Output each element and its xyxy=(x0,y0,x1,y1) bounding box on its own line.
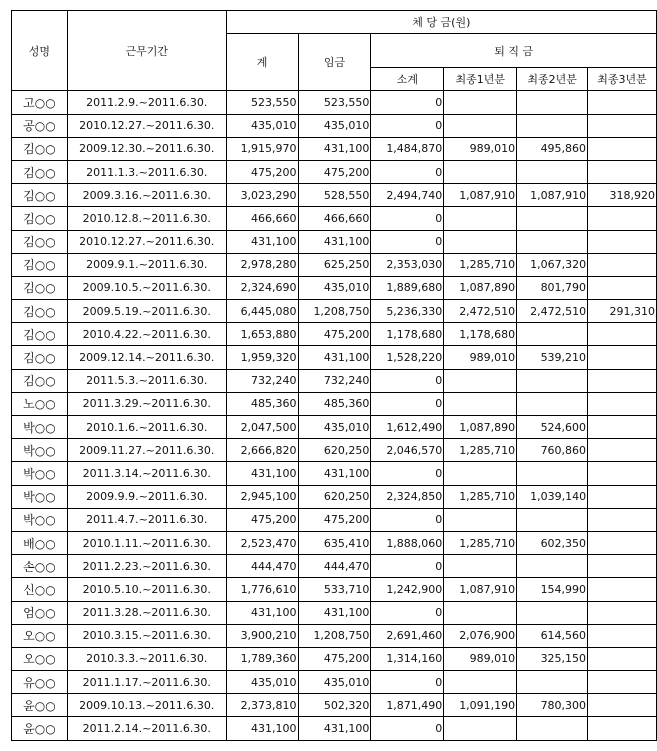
cell-total: 2,324,690 xyxy=(226,276,298,299)
table-body xyxy=(12,91,657,740)
cell-last1: 1,285,710 xyxy=(444,485,517,508)
cell-last1 xyxy=(444,601,517,624)
cell-last2 xyxy=(517,717,588,740)
header-severance: 퇴 직 금 xyxy=(371,34,657,68)
cell-total: 475,200 xyxy=(226,508,298,531)
table-row xyxy=(12,462,657,485)
cell-total: 2,945,100 xyxy=(226,485,298,508)
table-row xyxy=(12,346,657,369)
cell-last2 xyxy=(517,671,588,694)
cell-subtotal: 2,494,740 xyxy=(371,184,444,207)
cell-subtotal: 2,353,030 xyxy=(371,253,444,276)
cell-subtotal: 1,889,680 xyxy=(371,276,444,299)
cell-subtotal: 2,691,460 xyxy=(371,624,444,647)
cell-subtotal: 0 xyxy=(371,207,444,230)
cell-name: 윤○○ xyxy=(12,717,68,740)
cell-wage: 431,100 xyxy=(298,462,371,485)
cell-last1 xyxy=(444,392,517,415)
table-row xyxy=(12,508,657,531)
cell-last2 xyxy=(517,323,588,346)
cell-last2 xyxy=(517,91,588,114)
cell-last2: 602,350 xyxy=(517,531,588,554)
cell-last2: 325,150 xyxy=(517,647,588,670)
cell-wage: 1,208,750 xyxy=(298,624,371,647)
cell-period: 2010.3.3.~2011.6.30. xyxy=(67,647,226,670)
cell-last1: 1,087,910 xyxy=(444,184,517,207)
cell-total: 431,100 xyxy=(226,717,298,740)
cell-total: 431,100 xyxy=(226,462,298,485)
cell-period: 2010.12.27.~2011.6.30. xyxy=(67,114,226,137)
cell-wage: 732,240 xyxy=(298,369,371,392)
cell-total: 431,100 xyxy=(226,601,298,624)
cell-last2 xyxy=(517,555,588,578)
cell-total: 1,789,360 xyxy=(226,647,298,670)
table-row xyxy=(12,694,657,717)
cell-wage: 620,250 xyxy=(298,485,371,508)
cell-name: 김○○ xyxy=(12,207,68,230)
cell-last3 xyxy=(588,416,657,439)
cell-last2: 1,039,140 xyxy=(517,485,588,508)
cell-name: 김○○ xyxy=(12,323,68,346)
cell-last2 xyxy=(517,369,588,392)
cell-subtotal: 1,314,160 xyxy=(371,647,444,670)
cell-period: 2011.1.17.~2011.6.30. xyxy=(67,671,226,694)
cell-last2 xyxy=(517,160,588,183)
cell-period: 2010.12.27.~2011.6.30. xyxy=(67,230,226,253)
cell-last1 xyxy=(444,671,517,694)
cell-last1: 989,010 xyxy=(444,346,517,369)
cell-last1: 1,285,710 xyxy=(444,531,517,554)
cell-last2 xyxy=(517,601,588,624)
cell-name: 김○○ xyxy=(12,160,68,183)
cell-total: 444,470 xyxy=(226,555,298,578)
cell-name: 윤○○ xyxy=(12,694,68,717)
cell-last2: 154,990 xyxy=(517,578,588,601)
cell-last3 xyxy=(588,671,657,694)
cell-period: 2010.1.11.~2011.6.30. xyxy=(67,531,226,554)
cell-subtotal: 0 xyxy=(371,160,444,183)
table-row xyxy=(12,485,657,508)
header-last3: 최종3년분 xyxy=(588,68,657,91)
cell-period: 2009.9.1.~2011.6.30. xyxy=(67,253,226,276)
header-period: 근무기간 xyxy=(67,11,226,91)
cell-last3 xyxy=(588,160,657,183)
cell-subtotal: 1,612,490 xyxy=(371,416,444,439)
cell-last3: 291,310 xyxy=(588,300,657,323)
table-row xyxy=(12,276,657,299)
cell-name: 박○○ xyxy=(12,485,68,508)
cell-last2: 760,860 xyxy=(517,439,588,462)
cell-last1 xyxy=(444,508,517,531)
cell-last1: 1,285,710 xyxy=(444,253,517,276)
cell-name: 김○○ xyxy=(12,137,68,160)
cell-last3 xyxy=(588,323,657,346)
table-row xyxy=(12,531,657,554)
cell-subtotal: 1,484,870 xyxy=(371,137,444,160)
cell-wage: 528,550 xyxy=(298,184,371,207)
cell-last3 xyxy=(588,555,657,578)
cell-last3 xyxy=(588,462,657,485)
cell-total: 1,776,610 xyxy=(226,578,298,601)
cell-last2 xyxy=(517,230,588,253)
cell-name: 오○○ xyxy=(12,647,68,670)
cell-name: 노○○ xyxy=(12,392,68,415)
cell-last2: 801,790 xyxy=(517,276,588,299)
cell-wage: 431,100 xyxy=(298,230,371,253)
cell-subtotal: 0 xyxy=(371,717,444,740)
table-row xyxy=(12,416,657,439)
cell-last2 xyxy=(517,114,588,137)
cell-last1: 1,178,680 xyxy=(444,323,517,346)
cell-last3 xyxy=(588,253,657,276)
cell-subtotal: 0 xyxy=(371,462,444,485)
cell-subtotal: 1,888,060 xyxy=(371,531,444,554)
cell-total: 3,900,210 xyxy=(226,624,298,647)
cell-total: 475,200 xyxy=(226,160,298,183)
cell-name: 박○○ xyxy=(12,508,68,531)
cell-last1 xyxy=(444,462,517,485)
cell-last2 xyxy=(517,508,588,531)
cell-name: 김○○ xyxy=(12,230,68,253)
cell-period: 2010.12.8.~2011.6.30. xyxy=(67,207,226,230)
cell-name: 박○○ xyxy=(12,416,68,439)
cell-total: 431,100 xyxy=(226,230,298,253)
cell-last2 xyxy=(517,462,588,485)
cell-period: 2011.2.23.~2011.6.30. xyxy=(67,555,226,578)
cell-last1: 1,087,890 xyxy=(444,276,517,299)
cell-wage: 635,410 xyxy=(298,531,371,554)
arrears-table xyxy=(11,10,657,741)
cell-total: 1,959,320 xyxy=(226,346,298,369)
cell-total: 435,010 xyxy=(226,114,298,137)
header-total: 계 xyxy=(226,34,298,91)
cell-name: 오○○ xyxy=(12,624,68,647)
cell-period: 2009.10.13.~2011.6.30. xyxy=(67,694,226,717)
table-row xyxy=(12,160,657,183)
cell-last3 xyxy=(588,531,657,554)
cell-total: 732,240 xyxy=(226,369,298,392)
cell-period: 2011.2.9.~2011.6.30. xyxy=(67,91,226,114)
cell-name: 유○○ xyxy=(12,671,68,694)
cell-last3 xyxy=(588,717,657,740)
cell-subtotal: 0 xyxy=(371,91,444,114)
cell-period: 2009.9.9.~2011.6.30. xyxy=(67,485,226,508)
cell-total: 6,445,080 xyxy=(226,300,298,323)
cell-period: 2011.2.14.~2011.6.30. xyxy=(67,717,226,740)
cell-period: 2010.3.15.~2011.6.30. xyxy=(67,624,226,647)
cell-wage: 466,660 xyxy=(298,207,371,230)
table-row xyxy=(12,392,657,415)
cell-wage: 475,200 xyxy=(298,160,371,183)
cell-total: 1,653,880 xyxy=(226,323,298,346)
cell-last3 xyxy=(588,694,657,717)
cell-wage: 431,100 xyxy=(298,346,371,369)
cell-wage: 431,100 xyxy=(298,601,371,624)
table-row xyxy=(12,184,657,207)
cell-total: 2,978,280 xyxy=(226,253,298,276)
cell-total: 1,915,970 xyxy=(226,137,298,160)
cell-wage: 435,010 xyxy=(298,416,371,439)
cell-last3 xyxy=(588,439,657,462)
table-row xyxy=(12,300,657,323)
cell-period: 2009.11.27.~2011.6.30. xyxy=(67,439,226,462)
header-last1: 최종1년분 xyxy=(444,68,517,91)
cell-subtotal: 0 xyxy=(371,601,444,624)
cell-total: 435,010 xyxy=(226,671,298,694)
cell-subtotal: 2,324,850 xyxy=(371,485,444,508)
table-row xyxy=(12,671,657,694)
cell-last3 xyxy=(588,137,657,160)
cell-wage: 431,100 xyxy=(298,137,371,160)
cell-name: 배○○ xyxy=(12,531,68,554)
table-row xyxy=(12,253,657,276)
table-row xyxy=(12,578,657,601)
cell-last1: 989,010 xyxy=(444,137,517,160)
cell-name: 김○○ xyxy=(12,253,68,276)
cell-total: 2,047,500 xyxy=(226,416,298,439)
cell-wage: 435,010 xyxy=(298,276,371,299)
cell-last1: 2,076,900 xyxy=(444,624,517,647)
table-row xyxy=(12,114,657,137)
cell-wage: 1,208,750 xyxy=(298,300,371,323)
cell-last2 xyxy=(517,207,588,230)
cell-wage: 475,200 xyxy=(298,323,371,346)
cell-last3 xyxy=(588,624,657,647)
cell-last1 xyxy=(444,114,517,137)
cell-last1: 1,087,910 xyxy=(444,578,517,601)
cell-total: 466,660 xyxy=(226,207,298,230)
cell-period: 2009.12.14.~2011.6.30. xyxy=(67,346,226,369)
cell-name: 박○○ xyxy=(12,439,68,462)
header-last2: 최종2년분 xyxy=(517,68,588,91)
cell-wage: 523,550 xyxy=(298,91,371,114)
cell-wage: 444,470 xyxy=(298,555,371,578)
cell-last1 xyxy=(444,91,517,114)
table-row xyxy=(12,624,657,647)
cell-last3: 318,920 xyxy=(588,184,657,207)
cell-last3 xyxy=(588,91,657,114)
cell-last2: 1,067,320 xyxy=(517,253,588,276)
table-row xyxy=(12,439,657,462)
cell-last3 xyxy=(588,369,657,392)
cell-last3 xyxy=(588,346,657,369)
header-arrears: 체 당 금(원) xyxy=(226,11,656,34)
cell-period: 2011.1.3.~2011.6.30. xyxy=(67,160,226,183)
cell-name: 김○○ xyxy=(12,346,68,369)
table-header xyxy=(12,11,657,91)
cell-period: 2011.4.7.~2011.6.30. xyxy=(67,508,226,531)
cell-last1 xyxy=(444,207,517,230)
cell-subtotal: 0 xyxy=(371,671,444,694)
cell-last1 xyxy=(444,160,517,183)
cell-subtotal: 0 xyxy=(371,369,444,392)
cell-last3 xyxy=(588,485,657,508)
cell-period: 2010.5.10.~2011.6.30. xyxy=(67,578,226,601)
cell-period: 2011.5.3.~2011.6.30. xyxy=(67,369,226,392)
cell-last3 xyxy=(588,230,657,253)
header-name: 성명 xyxy=(12,11,68,91)
cell-last1 xyxy=(444,717,517,740)
header-subtotal: 소계 xyxy=(371,68,444,91)
cell-last1: 1,285,710 xyxy=(444,439,517,462)
cell-total: 3,023,290 xyxy=(226,184,298,207)
cell-last3 xyxy=(588,601,657,624)
cell-wage: 475,200 xyxy=(298,647,371,670)
table-row xyxy=(12,555,657,578)
cell-period: 2009.5.19.~2011.6.30. xyxy=(67,300,226,323)
cell-last2: 1,087,910 xyxy=(517,184,588,207)
cell-total: 2,523,470 xyxy=(226,531,298,554)
cell-period: 2010.4.22.~2011.6.30. xyxy=(67,323,226,346)
cell-name: 김○○ xyxy=(12,300,68,323)
cell-total: 2,666,820 xyxy=(226,439,298,462)
cell-wage: 502,320 xyxy=(298,694,371,717)
cell-name: 신○○ xyxy=(12,578,68,601)
cell-name: 엄○○ xyxy=(12,601,68,624)
cell-period: 2009.12.30.~2011.6.30. xyxy=(67,137,226,160)
header-wage: 임금 xyxy=(298,34,371,91)
cell-last3 xyxy=(588,276,657,299)
cell-subtotal: 1,178,680 xyxy=(371,323,444,346)
cell-subtotal: 1,528,220 xyxy=(371,346,444,369)
cell-subtotal: 0 xyxy=(371,508,444,531)
cell-period: 2009.3.16.~2011.6.30. xyxy=(67,184,226,207)
cell-last2: 524,600 xyxy=(517,416,588,439)
cell-last1: 989,010 xyxy=(444,647,517,670)
cell-name: 공○○ xyxy=(12,114,68,137)
cell-last3 xyxy=(588,508,657,531)
cell-wage: 533,710 xyxy=(298,578,371,601)
cell-wage: 485,360 xyxy=(298,392,371,415)
cell-last1: 2,472,510 xyxy=(444,300,517,323)
cell-name: 박○○ xyxy=(12,462,68,485)
cell-wage: 620,250 xyxy=(298,439,371,462)
table-row xyxy=(12,717,657,740)
cell-total: 523,550 xyxy=(226,91,298,114)
cell-name: 고○○ xyxy=(12,91,68,114)
cell-last3 xyxy=(588,578,657,601)
cell-wage: 431,100 xyxy=(298,717,371,740)
cell-last1 xyxy=(444,230,517,253)
cell-wage: 625,250 xyxy=(298,253,371,276)
cell-name: 손○○ xyxy=(12,555,68,578)
cell-subtotal: 5,236,330 xyxy=(371,300,444,323)
cell-subtotal: 0 xyxy=(371,114,444,137)
cell-period: 2011.3.14.~2011.6.30. xyxy=(67,462,226,485)
table-row xyxy=(12,137,657,160)
table-row xyxy=(12,323,657,346)
cell-period: 2011.3.29.~2011.6.30. xyxy=(67,392,226,415)
cell-last2: 539,210 xyxy=(517,346,588,369)
cell-last1: 1,087,890 xyxy=(444,416,517,439)
table-row xyxy=(12,230,657,253)
cell-period: 2009.10.5.~2011.6.30. xyxy=(67,276,226,299)
cell-total: 485,360 xyxy=(226,392,298,415)
cell-last3 xyxy=(588,207,657,230)
cell-last2 xyxy=(517,392,588,415)
cell-last3 xyxy=(588,647,657,670)
cell-subtotal: 2,046,570 xyxy=(371,439,444,462)
cell-subtotal: 0 xyxy=(371,555,444,578)
cell-subtotal: 0 xyxy=(371,230,444,253)
cell-last2: 495,860 xyxy=(517,137,588,160)
cell-last3 xyxy=(588,114,657,137)
cell-last3 xyxy=(588,392,657,415)
cell-subtotal: 1,242,900 xyxy=(371,578,444,601)
cell-last2: 780,300 xyxy=(517,694,588,717)
table-row xyxy=(12,647,657,670)
table-row xyxy=(12,601,657,624)
table-row xyxy=(12,207,657,230)
cell-subtotal: 0 xyxy=(371,392,444,415)
cell-name: 김○○ xyxy=(12,184,68,207)
cell-last1: 1,091,190 xyxy=(444,694,517,717)
cell-last1 xyxy=(444,555,517,578)
cell-period: 2011.3.28.~2011.6.30. xyxy=(67,601,226,624)
cell-last2: 614,560 xyxy=(517,624,588,647)
cell-period: 2010.1.6.~2011.6.30. xyxy=(67,416,226,439)
table-row xyxy=(12,369,657,392)
cell-total: 2,373,810 xyxy=(226,694,298,717)
table-row xyxy=(12,91,657,114)
cell-last1 xyxy=(444,369,517,392)
cell-subtotal: 1,871,490 xyxy=(371,694,444,717)
cell-last2: 2,472,510 xyxy=(517,300,588,323)
cell-wage: 475,200 xyxy=(298,508,371,531)
cell-wage: 435,010 xyxy=(298,114,371,137)
cell-name: 김○○ xyxy=(12,369,68,392)
cell-name: 김○○ xyxy=(12,276,68,299)
cell-wage: 435,010 xyxy=(298,671,371,694)
